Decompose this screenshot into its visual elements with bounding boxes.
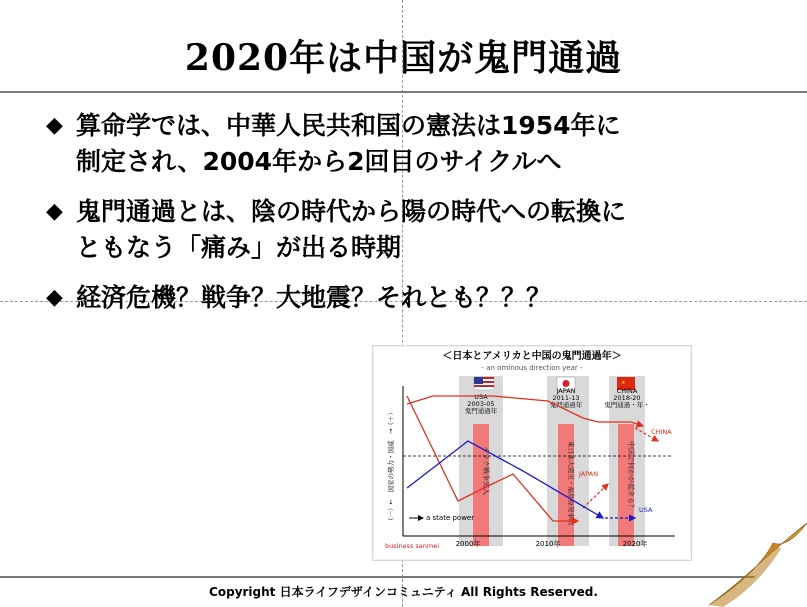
usa-flag-icon [474, 377, 494, 390]
bullet-text-line: ともなう「痛み」が出る時期 [76, 233, 402, 262]
ominous-year-figure [372, 345, 692, 561]
legend-label: a state power [426, 514, 475, 522]
copyright-footer: Copyright 日本ライフデザインコミュニティ All Rights Reserved. [209, 585, 598, 599]
japan-band-label: JAPAN 2011-13 鬼門通過年 [549, 387, 583, 409]
figure-subtitle: - an ominous direction year - [481, 364, 583, 372]
diamond-bullet-icon: ◆ [46, 285, 63, 310]
diamond-bullet-icon: ◆ [46, 199, 63, 224]
bullet-list [46, 108, 766, 330]
bullet-text-line: 制定され、2004年から2回目のサイクルへ [76, 147, 562, 176]
bullet-item [46, 108, 766, 180]
japan-series-label: JAPAN [579, 470, 599, 478]
title-divider [0, 91, 807, 93]
usa-event-text: イラク戦争突入 [482, 446, 490, 495]
y-axis-label: （一）← 国家の勢力・国威 →（＋） [387, 409, 395, 524]
bullet-item [46, 280, 766, 316]
bullet-text-line: 経済危機？戦争？大地震？それとも？？？ [76, 283, 552, 312]
author-label: business sanmei [385, 542, 440, 550]
x-tick-label: 2000年 [455, 540, 481, 548]
china-event-text: 中国で何かが起きる？ [627, 441, 635, 511]
svg-text:★: ★ [621, 380, 626, 386]
x-tick-label: 2020年 [622, 540, 648, 548]
footer-divider [0, 576, 807, 578]
usa-band-label: USA 2003-05 鬼門通過年 [464, 393, 498, 415]
page-curl-icon [703, 519, 807, 607]
usa-series-label: USA [639, 506, 653, 514]
bullet-item [46, 194, 766, 266]
china-band-label: CHINA 2018-20 鬼門通過・年・ [604, 387, 650, 409]
bullet-text-line: 算命学では、中華人民共和国の憲法は1954年に [76, 111, 621, 140]
diamond-bullet-icon: ◆ [46, 113, 63, 138]
slide-title: 2020年は中国が鬼門通過 [184, 37, 623, 79]
bullet-text-line: 鬼門通過とは、陰の時代から陽の時代への転換に [76, 197, 627, 226]
japan-event-text: 東日本大震災・福島原発事故 [567, 441, 575, 526]
figure-title: ＜日本とアメリカと中国の鬼門通過年＞ [442, 351, 622, 362]
x-tick-label: 2010年 [535, 540, 561, 548]
china-series-label: CHINA [651, 428, 672, 436]
